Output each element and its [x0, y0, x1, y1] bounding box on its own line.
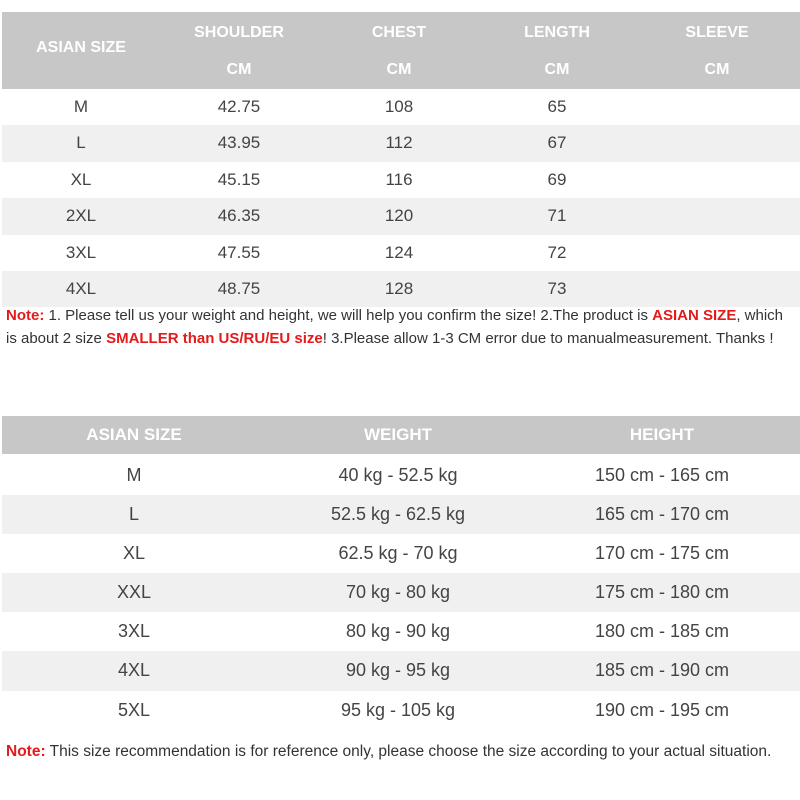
- cell-chest: 108: [384, 97, 414, 116]
- cell-weight: 80 kg - 90 kg: [345, 621, 451, 642]
- table-row: [2, 198, 800, 234]
- cell-shoulder: 42.75: [217, 97, 261, 116]
- table-row: [2, 235, 800, 271]
- header-weight: WEIGHT: [364, 425, 432, 444]
- note-text: This size recommendation is for reference only, please choose the size according to your actual situation.: [45, 743, 772, 760]
- cell-size: 2XL: [65, 206, 97, 226]
- header-asian-size: ASIAN SIZE: [86, 425, 182, 444]
- table-row: [2, 456, 800, 495]
- cell-shoulder: 47.55: [217, 242, 261, 262]
- cell-length: 65: [547, 97, 567, 116]
- cell-weight: 95 kg - 105 kg: [340, 699, 456, 720]
- note-text-part2: , which is about 2 size: [6, 307, 784, 347]
- table-row: [2, 691, 800, 730]
- cell-size: 3XL: [65, 242, 97, 262]
- cell-chest: 116: [385, 169, 413, 189]
- cell-shoulder: 46.35: [217, 206, 261, 226]
- table-row: [2, 573, 800, 612]
- cell-chest: 120: [384, 206, 414, 226]
- fit-table-header: [2, 416, 800, 454]
- cell-chest: 112: [385, 133, 413, 153]
- header-sleeve-unit: CM: [704, 61, 730, 78]
- cell-size: XL: [122, 543, 146, 564]
- header-shoulder: SHOULDER: [194, 24, 284, 41]
- cell-length: 67: [547, 133, 567, 153]
- cell-height: 185 cm - 190 cm: [594, 660, 730, 681]
- note-label: Note:: [6, 743, 46, 760]
- cell-size: XXL: [116, 582, 152, 603]
- cell-size: L: [76, 133, 86, 153]
- reference-note: [6, 740, 776, 764]
- note-label: Note:: [6, 307, 45, 324]
- measure-table-header: [2, 12, 800, 89]
- fit-table-body: [2, 456, 800, 730]
- cell-height: 175 cm - 180 cm: [594, 582, 730, 603]
- header-length-unit: CM: [544, 61, 570, 78]
- cell-size: L: [128, 504, 139, 525]
- table-row: [2, 125, 800, 161]
- cell-length: 69: [547, 169, 567, 189]
- table-row: [2, 612, 800, 651]
- measure-table-body: [2, 89, 800, 307]
- note-text-part1: 1. Please tell us your weight and height, we will help you confirm the size! 2.The product is: [44, 307, 653, 324]
- cell-length: 72: [547, 242, 567, 262]
- header-length: LENGTH: [524, 24, 590, 41]
- cell-height: 170 cm - 175 cm: [594, 543, 730, 564]
- table-row: [2, 162, 800, 198]
- cell-weight: 70 kg - 80 kg: [345, 582, 451, 603]
- header-chest-unit: CM: [386, 61, 412, 78]
- note-asian-size: ASIAN SIZE: [652, 307, 737, 324]
- cell-height: 150 cm - 165 cm: [594, 465, 730, 485]
- cell-size: 5XL: [117, 699, 151, 720]
- header-chest: CHEST: [371, 24, 427, 41]
- cell-size: 3XL: [117, 621, 151, 642]
- cell-length: 71: [547, 206, 567, 226]
- table-row: [2, 651, 800, 690]
- cell-size: 4XL: [65, 278, 97, 298]
- cell-shoulder: 48.75: [217, 278, 261, 298]
- header-shoulder-unit: CM: [226, 61, 252, 78]
- table-row: [2, 534, 800, 573]
- cell-chest: 124: [384, 242, 414, 262]
- cell-weight: 40 kg - 52.5 kg: [338, 465, 458, 485]
- cell-shoulder: 43.95: [217, 133, 261, 153]
- table-row: [2, 495, 800, 534]
- cell-shoulder: 45.15: [217, 169, 261, 189]
- cell-height: 165 cm - 170 cm: [594, 504, 730, 525]
- cell-chest: 128: [384, 278, 414, 298]
- cell-size: 4XL: [117, 660, 151, 681]
- table-row: [2, 271, 800, 307]
- cell-length: 73: [547, 278, 567, 298]
- cell-weight: 62.5 kg - 70 kg: [338, 543, 458, 564]
- note-text-part3: ! 3.Please allow 1-3 CM error due to manualmeasurement. Thanks !: [322, 330, 774, 347]
- header-height: HEIGHT: [629, 425, 695, 444]
- cell-weight: 90 kg - 95 kg: [345, 660, 451, 681]
- note-smaller-warning: SMALLER than US/RU/EU size: [106, 330, 323, 347]
- size-note: [6, 304, 796, 350]
- cell-size: M: [126, 465, 142, 485]
- cell-height: 180 cm - 185 cm: [594, 621, 730, 642]
- header-sleeve: SLEEVE: [685, 24, 749, 41]
- table-row: [2, 89, 800, 125]
- header-asian-size: ASIAN SIZE: [36, 39, 126, 56]
- cell-weight: 52.5 kg - 62.5 kg: [330, 504, 466, 525]
- cell-height: 190 cm - 195 cm: [594, 699, 730, 720]
- cell-size: M: [73, 97, 89, 116]
- cell-size: XL: [70, 169, 92, 189]
